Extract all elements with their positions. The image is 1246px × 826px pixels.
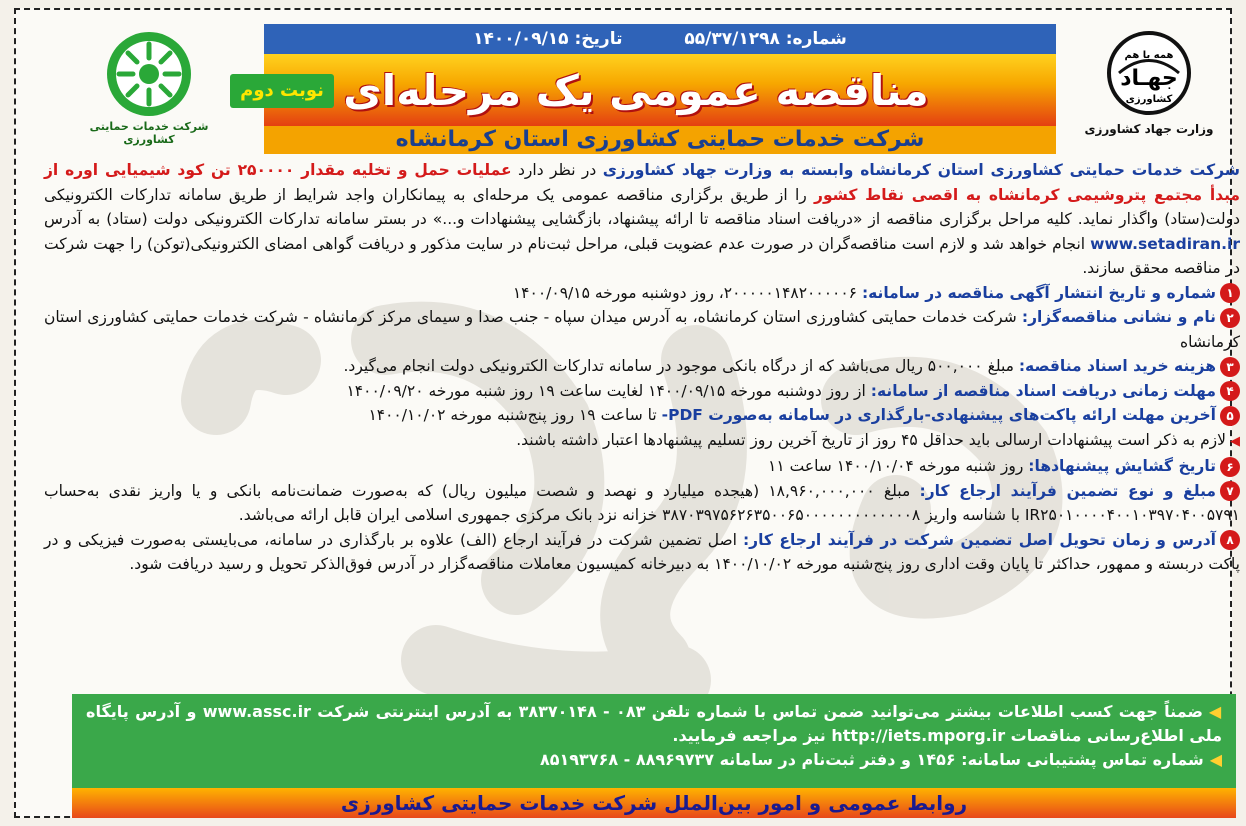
item-number: ۸ [1220, 530, 1240, 550]
item-text: ۲۰۰۰۰۰۱۴۸۲۰۰۰۰۰۶، روز دوشنبه مورخه ۱۴۰۰/۰۹/۱۵ [512, 283, 862, 302]
company-logo-icon [103, 28, 195, 120]
item-label: آخرین مهلت ارائه پاکت‌های پیشنهادی-بارگذاری در سامانه به‌صورت PDF- [661, 406, 1216, 424]
public-relations-footer: روابط عمومی و امور بین‌الملل شرکت خدمات حمایتی کشاورزی [72, 788, 1236, 818]
item-text: اصل تضمین شرکت در فرآیند ارجاع (الف) علاوه بر بارگذاری در سامانه، می‌بایستی به‌صورت فیزیکی و در پاکت دربسته و ممهور، حداکثر تا پایان وقت اداری روز پنج‌شنبه مورخه ۱۴۰۰/۱۰/۰۲ به دبیرخانه کمیسیون معاملات مناقصه‌گزار در آدرس فوق‌الذکر تحویل و رسید دریافت شود. [44, 530, 1240, 573]
ministry-logo-top: همه با هم [1124, 50, 1174, 61]
item-label: شماره و تاریخ انتشار آگهی مناقصه در سامانه: [861, 283, 1216, 302]
item-number: ۲ [1220, 308, 1240, 328]
item-6 [44, 454, 1240, 479]
ministry-logo-word: جهـاد [1120, 66, 1178, 91]
intro-subject: عملیات حمل و تخلیه مقدار ۲۵۰۰۰۰ تن کود شیمیایی اوره از مبدأ مجتمع پتروشیمی کرمانشاه به اقصی نقاط کشور [44, 161, 1241, 204]
ministry-logo-sub: کشاورزی [1125, 94, 1173, 105]
item-5 [44, 403, 1240, 428]
item-text: شرکت خدمات حمایتی کشاورزی استان کرمانشاه، به آدرس میدان سپاه - جنب صدا و سیمای مرکز کرمانشاه - شرکت خدمات حمایتی کشاورزی استان کرمانشاه [44, 308, 1240, 351]
intro-text-b: را از طریق برگزاری مناقصه عمومی یک مرحله‌ای به پیمانکاران واجد شرایط از طریق سامانه تدارکات الکترونیکی دولت(ستاد) واگذار نماید. کلیه مراحل برگزاری مناقصه از «دریافت اسناد مناقصه تا ارائه پیشنهاد، بازگشایی پیشنهادات و...» در بستر سامانه تدارکات الکترونیکی دولت (ستاد) به آدرس [44, 185, 1240, 228]
item-label: مهلت زمانی دریافت اسناد مناقصه از سامانه: [870, 381, 1216, 400]
ad-body [44, 158, 1240, 577]
contact-line-1 [86, 700, 1222, 748]
validity-note [44, 428, 1240, 455]
item-7 [44, 479, 1240, 528]
company-logo-caption: شرکت خدمات حمایتی کشاورزی [89, 120, 209, 146]
number-date-bar [264, 24, 1056, 54]
item-number: ۱ [1220, 283, 1240, 303]
item-number: ۳ [1220, 357, 1240, 377]
ad-frame [14, 8, 1241, 818]
intro-text-a: در نظر دارد [511, 161, 603, 179]
item-text: از روز دوشنبه مورخه ۱۴۰۰/۰۹/۱۵ لغایت ساعت ۱۹ روز شنبه مورخه ۱۴۰۰/۰۹/۲۰ [346, 381, 871, 400]
item-text: مبلغ ۱۸,۹۶۰,۰۰۰,۰۰۰ (هیجده میلیارد و نهصد و شصت میلیون ریال) که به‌صورت ضمانت‌نامه بانکی و یا واریز نقدی به‌حساب IR۲۵۰۱۰۰۰۰۴۰۰۱۰۳۹۷۰۴۰۰۵۷۹۱ با شناسه واریز ۳۸۷۰۳۹۷۵۶۲۶۳۵۰۰۶۵۰۰۰۰۰۰۰۰۰۰۰۰۰۸ خزانه نزد بانک مرکزی جمهوری اسلامی ایران قابل ارائه می‌باشد. [44, 481, 1240, 524]
item-label: تاریخ گشایش پیشنهادها: [1028, 457, 1216, 475]
item-label: نام و نشانی مناقصه‌گزار: [1021, 308, 1216, 326]
item-1 [44, 281, 1240, 306]
item-label: هزینه خرید اسناد مناقصه: [1018, 357, 1216, 375]
intro-text-c: انجام خواهد شد و لازم است مناقصه‌گران در صورت عدم عضویت قبلی، مراحل ثبت‌نام در سایت مذکور و دریافت گواهی امضای الکترونیکی(توکن) را جهت شرکت در مناقصه محقق سازند. [44, 234, 1240, 277]
item-text: روز شنبه مورخه ۱۴۰۰/۱۰/۰۴ ساعت ۱۱ [768, 457, 1029, 475]
item-label: آدرس و زمان تحویل اصل تضمین شرکت در فرآیند ارجاع کار: [742, 530, 1216, 549]
round-badge: نوبت دوم [230, 74, 334, 108]
item-3 [44, 354, 1240, 379]
item-4 [44, 379, 1240, 404]
main-title: مناقصه عمومی یک مرحله‌ای [343, 66, 929, 115]
contact-line-2 [86, 748, 1222, 772]
item-number: ۴ [1220, 381, 1240, 401]
item-number: ۷ [1220, 481, 1240, 501]
contact-line-2-text: شماره تماس پشتیبانی سامانه: ۱۴۵۶ و دفتر ثبت‌نام در سامانه ۸۸۹۶۹۷۳۷ - ۸۵۱۹۳۷۶۸ [539, 750, 1204, 769]
subtitle: شرکت خدمات حمایتی کشاورزی استان کرمانشاه [395, 127, 925, 152]
ad-number: شماره: ۵۵/۳۷/۱۲۹۸ [684, 29, 847, 49]
arrow-left-icon: ◀ [1230, 433, 1240, 449]
item-number: ۵ [1220, 406, 1240, 426]
ad-header [16, 10, 1230, 158]
arrow-left-icon: ◀ [1208, 702, 1222, 721]
arrow-left-icon: ◀ [1209, 750, 1222, 769]
item-number: ۶ [1220, 457, 1240, 477]
company-logo [74, 28, 224, 146]
ad-date: تاریخ: ۱۴۰۰/۰۹/۱۵ [473, 29, 623, 49]
intro-paragraph [44, 158, 1240, 281]
item-8 [44, 528, 1240, 577]
item-2 [44, 305, 1240, 354]
contact-footer [72, 694, 1236, 788]
intro-company: شرکت خدمات حمایتی کشاورزی استان کرمانشاه وابسته به وزارت جهاد کشاورزی [602, 161, 1240, 179]
validity-note-text: لازم به ذکر است پیشنهادات ارسالی باید حداقل ۴۵ روز از تاریخ آخرین روز تسلیم پیشنهادها اعتبار داشته باشند. [516, 430, 1226, 449]
setad-url[interactable]: www.setadiran.ir [1090, 234, 1240, 253]
item-label: مبلغ و نوع تضمین فرآیند ارجاع کار: [919, 481, 1216, 500]
item-text: مبلغ ۵۰۰,۰۰۰ ریال می‌باشد که از درگاه بانکی موجود در سامانه تدارکات الکترونیکی دولت انجام می‌گیرد. [343, 357, 1019, 375]
ministry-logo [1074, 28, 1224, 138]
ministry-logo-caption: وزارت جهاد کشاورزی [1084, 122, 1214, 136]
contact-line-1-text: ضمناً جهت کسب اطلاعات بیشتر می‌توانید ضمن تماس با شماره تلفن ۰۸۳ - ۳۸۳۷۰۱۴۸ به آدرس اینترنتی شرکت www.assc.ir و آدرس پایگاه ملی اطلاع‌رسانی مناقصات http://iets.mporg.ir نیز مراجعه فرمایید. [86, 702, 1222, 745]
item-text: تا ساعت ۱۹ روز پنج‌شنبه مورخه ۱۴۰۰/۱۰/۰۲ [368, 406, 662, 424]
